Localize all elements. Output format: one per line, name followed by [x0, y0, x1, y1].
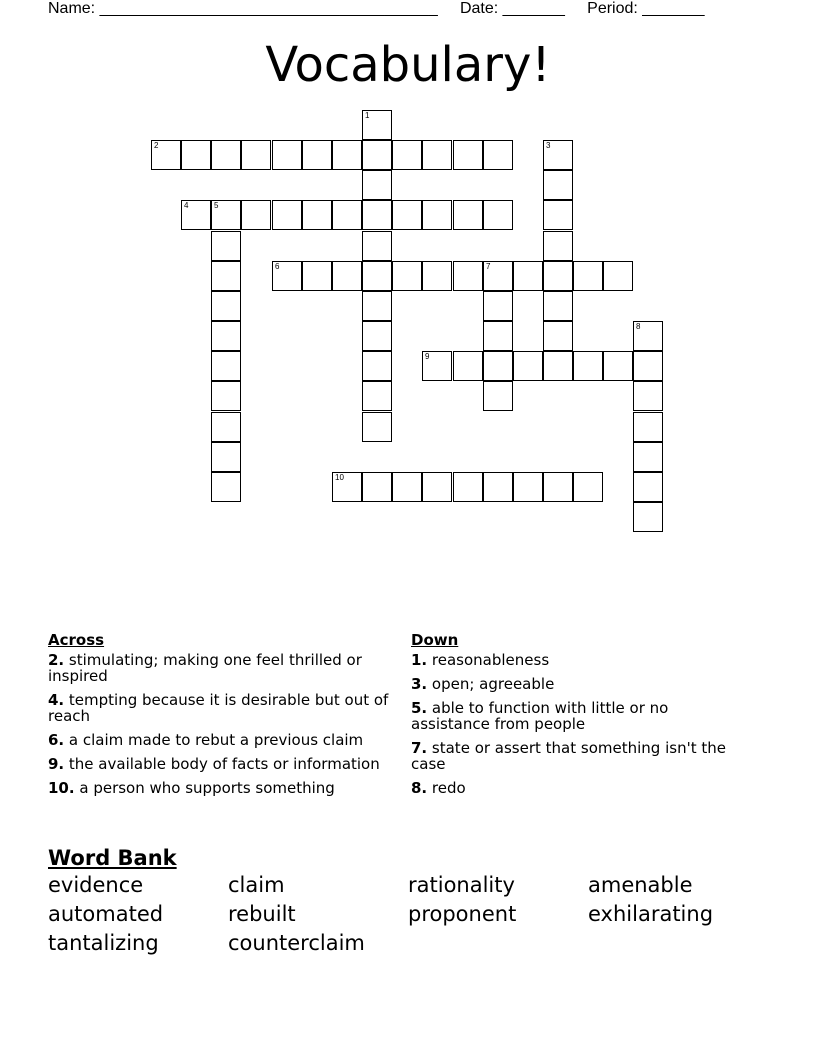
crossword-cell[interactable]: [302, 200, 332, 230]
crossword-cell[interactable]: [422, 472, 452, 502]
crossword-cell[interactable]: [543, 351, 573, 381]
crossword-cell[interactable]: [362, 140, 392, 170]
crossword-cell[interactable]: [181, 140, 211, 170]
clue-text: able to function with little or no assistance from people: [411, 699, 669, 733]
clue-number-label: 10: [335, 473, 344, 482]
clue-text: redo: [431, 779, 466, 797]
clue-number-label: 7: [486, 262, 491, 271]
clue-text: state or assert that something isn't the case: [411, 739, 726, 773]
clue-across-9: [48, 756, 398, 772]
clue-across-6: [48, 732, 398, 748]
crossword-cell[interactable]: [513, 261, 543, 291]
word-bank-item: exhilarating: [588, 902, 714, 926]
clue-down-1: [411, 652, 751, 668]
crossword-cell[interactable]: [483, 472, 513, 502]
crossword-cell[interactable]: [392, 261, 422, 291]
word-bank-item: claim: [228, 873, 285, 897]
crossword-cell[interactable]: [362, 472, 392, 502]
crossword-cell[interactable]: [543, 140, 573, 170]
crossword-cell[interactable]: [241, 140, 271, 170]
crossword-cell[interactable]: [332, 472, 362, 502]
crossword-cell[interactable]: [483, 261, 513, 291]
clue-number: 5.: [411, 699, 428, 717]
crossword-cell[interactable]: [422, 200, 452, 230]
crossword-cell[interactable]: [302, 140, 332, 170]
crossword-cell[interactable]: [241, 200, 271, 230]
crossword-cell[interactable]: [543, 291, 573, 321]
clue-number-label: 5: [214, 201, 219, 210]
crossword-cell[interactable]: [362, 231, 392, 261]
clue-number-label: 8: [636, 322, 641, 331]
crossword-cell[interactable]: [453, 472, 483, 502]
crossword-cell[interactable]: [362, 200, 392, 230]
crossword-cell[interactable]: [211, 442, 241, 472]
clue-number: 7.: [411, 739, 428, 757]
crossword-cell[interactable]: [513, 351, 543, 381]
crossword-cell[interactable]: [513, 472, 543, 502]
word-bank-item: proponent: [408, 902, 517, 926]
crossword-cell[interactable]: [332, 200, 362, 230]
crossword-cell[interactable]: [633, 472, 663, 502]
crossword-cell[interactable]: [211, 140, 241, 170]
word-bank-item: automated: [48, 902, 164, 926]
clue-number: 8.: [411, 779, 428, 797]
header-fields: Name: ______________________________________ Date: _______ Period: _______: [48, 0, 705, 17]
across-clues: [48, 628, 398, 804]
clue-number-label: 6: [275, 262, 280, 271]
clue-across-10: [48, 780, 398, 796]
clue-down-3: [411, 676, 751, 692]
down-heading: Down: [411, 631, 459, 649]
crossword-cell[interactable]: [211, 291, 241, 321]
crossword-cell[interactable]: [392, 472, 422, 502]
clue-text: stimulating; making one feel thrilled or inspired: [48, 651, 362, 685]
crossword-cell[interactable]: [151, 140, 181, 170]
crossword-cell[interactable]: [211, 231, 241, 261]
crossword-cell[interactable]: [543, 472, 573, 502]
crossword-cell[interactable]: [332, 261, 362, 291]
crossword-cell[interactable]: [392, 140, 422, 170]
crossword-cell[interactable]: [483, 291, 513, 321]
clue-number-label: 4: [184, 201, 189, 210]
word-bank-title: Word Bank: [48, 846, 177, 870]
crossword-cell[interactable]: [543, 231, 573, 261]
crossword-cell[interactable]: [633, 442, 663, 472]
crossword-cell[interactable]: [362, 321, 392, 351]
word-bank-item: rationality: [408, 873, 515, 897]
word-bank-item: counterclaim: [228, 931, 365, 955]
crossword-cell[interactable]: [332, 140, 362, 170]
clue-number: 1.: [411, 651, 428, 669]
crossword-cell[interactable]: [453, 261, 483, 291]
clue-number: 3.: [411, 675, 428, 693]
clue-down-7: [411, 740, 751, 772]
crossword-cell[interactable]: [211, 381, 241, 411]
crossword-cell[interactable]: [603, 261, 633, 291]
crossword-cell[interactable]: [633, 381, 663, 411]
crossword-cell[interactable]: [633, 502, 663, 532]
clue-text: reasonableness: [431, 651, 550, 669]
crossword-cell[interactable]: [362, 170, 392, 200]
crossword-cell[interactable]: [573, 261, 603, 291]
clue-number-label: 3: [546, 141, 551, 150]
clue-across-4: [48, 692, 398, 724]
crossword-cell[interactable]: [362, 110, 392, 140]
word-bank-item: amenable: [588, 873, 693, 897]
crossword-cell[interactable]: [453, 140, 483, 170]
crossword-cell[interactable]: [272, 261, 302, 291]
crossword-cell[interactable]: [181, 200, 211, 230]
clue-number-label: 2: [154, 141, 159, 150]
crossword-cell[interactable]: [633, 321, 663, 351]
crossword-cell[interactable]: [453, 200, 483, 230]
clue-across-2: [48, 652, 398, 684]
clue-down-8: [411, 780, 751, 796]
crossword-cell[interactable]: [211, 351, 241, 381]
across-heading: Across: [48, 631, 105, 649]
clue-text: open; agreeable: [431, 675, 555, 693]
crossword-cell[interactable]: [422, 261, 452, 291]
clue-text: a claim made to rebut a previous claim: [68, 731, 364, 749]
crossword-cell[interactable]: [392, 200, 422, 230]
clue-number: 2.: [48, 651, 65, 669]
clue-number: 6.: [48, 731, 65, 749]
crossword-cell[interactable]: [211, 200, 241, 230]
crossword-cell[interactable]: [483, 200, 513, 230]
crossword-cell[interactable]: [543, 321, 573, 351]
crossword-cell[interactable]: [362, 412, 392, 442]
clue-number: 10.: [48, 779, 75, 797]
clue-number: 9.: [48, 755, 65, 773]
clue-down-5: [411, 700, 751, 732]
word-bank-item: rebuilt: [228, 902, 296, 926]
clue-text: tempting because it is desirable but out of reach: [48, 691, 389, 725]
clue-number-label: 1: [365, 111, 370, 120]
crossword-cell[interactable]: [211, 412, 241, 442]
word-bank-item: evidence: [48, 873, 144, 897]
crossword-cell[interactable]: [362, 261, 392, 291]
crossword-cell[interactable]: [483, 140, 513, 170]
page-title: Vocabulary!: [265, 37, 551, 93]
crossword-cell[interactable]: [272, 140, 302, 170]
crossword-cell[interactable]: [483, 351, 513, 381]
crossword-cell[interactable]: [302, 261, 332, 291]
crossword-cell[interactable]: [211, 472, 241, 502]
crossword-cell[interactable]: [483, 381, 513, 411]
crossword-cell[interactable]: [362, 381, 392, 411]
crossword-cell[interactable]: [422, 140, 452, 170]
crossword-cell[interactable]: [633, 351, 663, 381]
crossword-cell[interactable]: [453, 351, 483, 381]
crossword-cell[interactable]: [211, 321, 241, 351]
clue-number-label: 9: [425, 352, 430, 361]
word-bank: [48, 872, 768, 956]
word-bank-item: tantalizing: [48, 931, 159, 955]
crossword-cell[interactable]: [362, 351, 392, 381]
crossword-cell[interactable]: [603, 351, 633, 381]
crossword-cell[interactable]: [573, 351, 603, 381]
clue-text: the available body of facts or information: [68, 755, 380, 773]
crossword-cell[interactable]: [483, 321, 513, 351]
clue-text: a person who supports something: [79, 779, 335, 797]
crossword-cell[interactable]: [543, 200, 573, 230]
crossword-cell[interactable]: [272, 200, 302, 230]
crossword-cell[interactable]: [633, 412, 663, 442]
crossword-cell[interactable]: [422, 351, 452, 381]
crossword-cell[interactable]: [362, 291, 392, 321]
crossword-cell[interactable]: [543, 261, 573, 291]
crossword-cell[interactable]: [543, 170, 573, 200]
clue-number: 4.: [48, 691, 65, 709]
down-clues: [411, 628, 751, 804]
crossword-cell[interactable]: [573, 472, 603, 502]
crossword-cell[interactable]: [211, 261, 241, 291]
